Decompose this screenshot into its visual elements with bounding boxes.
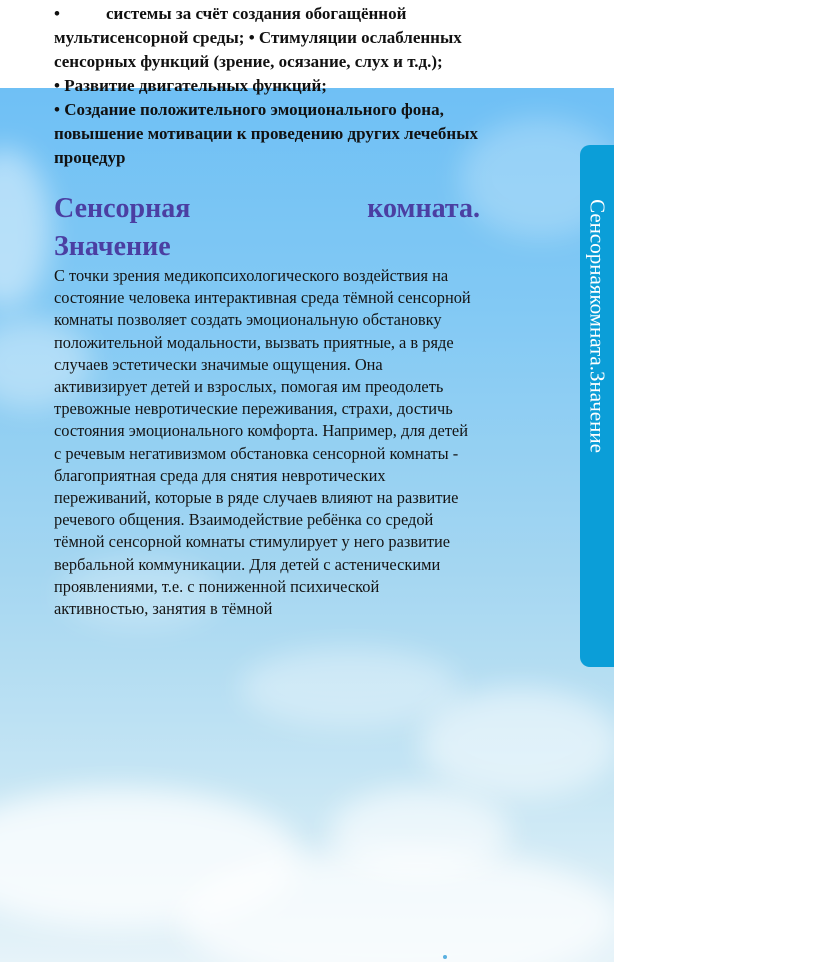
- intro-line-3: • Создание положительного эмоционального фона, повышение мотивации к проведению других лечебных процедур: [54, 100, 479, 167]
- section-heading: [54, 190, 480, 266]
- heading-word-1: Сенсорная: [54, 193, 191, 224]
- page-dot: [443, 955, 447, 959]
- intro-line-2: • Развитие двигательных функций;: [54, 76, 327, 95]
- cloud: [240, 648, 460, 728]
- cloud: [420, 688, 614, 798]
- intro-paragraph-1: [54, 2, 484, 74]
- bullet: •: [54, 4, 60, 23]
- heading-word-2: комната.: [367, 193, 480, 224]
- cloud: [0, 148, 50, 308]
- side-tab: [580, 145, 614, 667]
- body-paragraph: С точки зрения медикопсихологического воздействия на состояние человека интерактивная среда тёмной сенсорной комнаты позволяет создать эмоциональную обстановку положительной модальности, вызвать приятные, а в ряде случаев эстетически значимые ощущения. Она активизирует детей и взрослых, помогая им преодолеть тревожные невротические переживания, страхи, достичь состояния эмоционального комфорта. Например, для детей с речевым негативизмом обстановка сенсорной комнаты - благоприятная среда для снятия невротических переживаний, которые в ряде случаев влияют на развитие речевого общения. Взаимодействие ребёнка со средой тёмной сенсорной комнаты стимулирует у него развитие вербальной коммуникации. Для детей с астеническими проявлениями, т.е. с пониженной психической активностью, занятия в тёмной: [54, 266, 471, 619]
- intro-text: [54, 2, 484, 170]
- intro-line-1: системы за счёт создания обогащённой мультисенсорной среды; • Стимуляции ослабленных сенсорных функций (зрение, осязание, слух и т.д.);: [54, 4, 462, 71]
- body-text: [54, 265, 474, 620]
- side-tab-label: Сенсорнаякомната.Значение: [585, 199, 610, 453]
- cloud: [330, 788, 510, 878]
- heading-word-3: Значение: [54, 231, 171, 262]
- heading-row: [54, 190, 480, 228]
